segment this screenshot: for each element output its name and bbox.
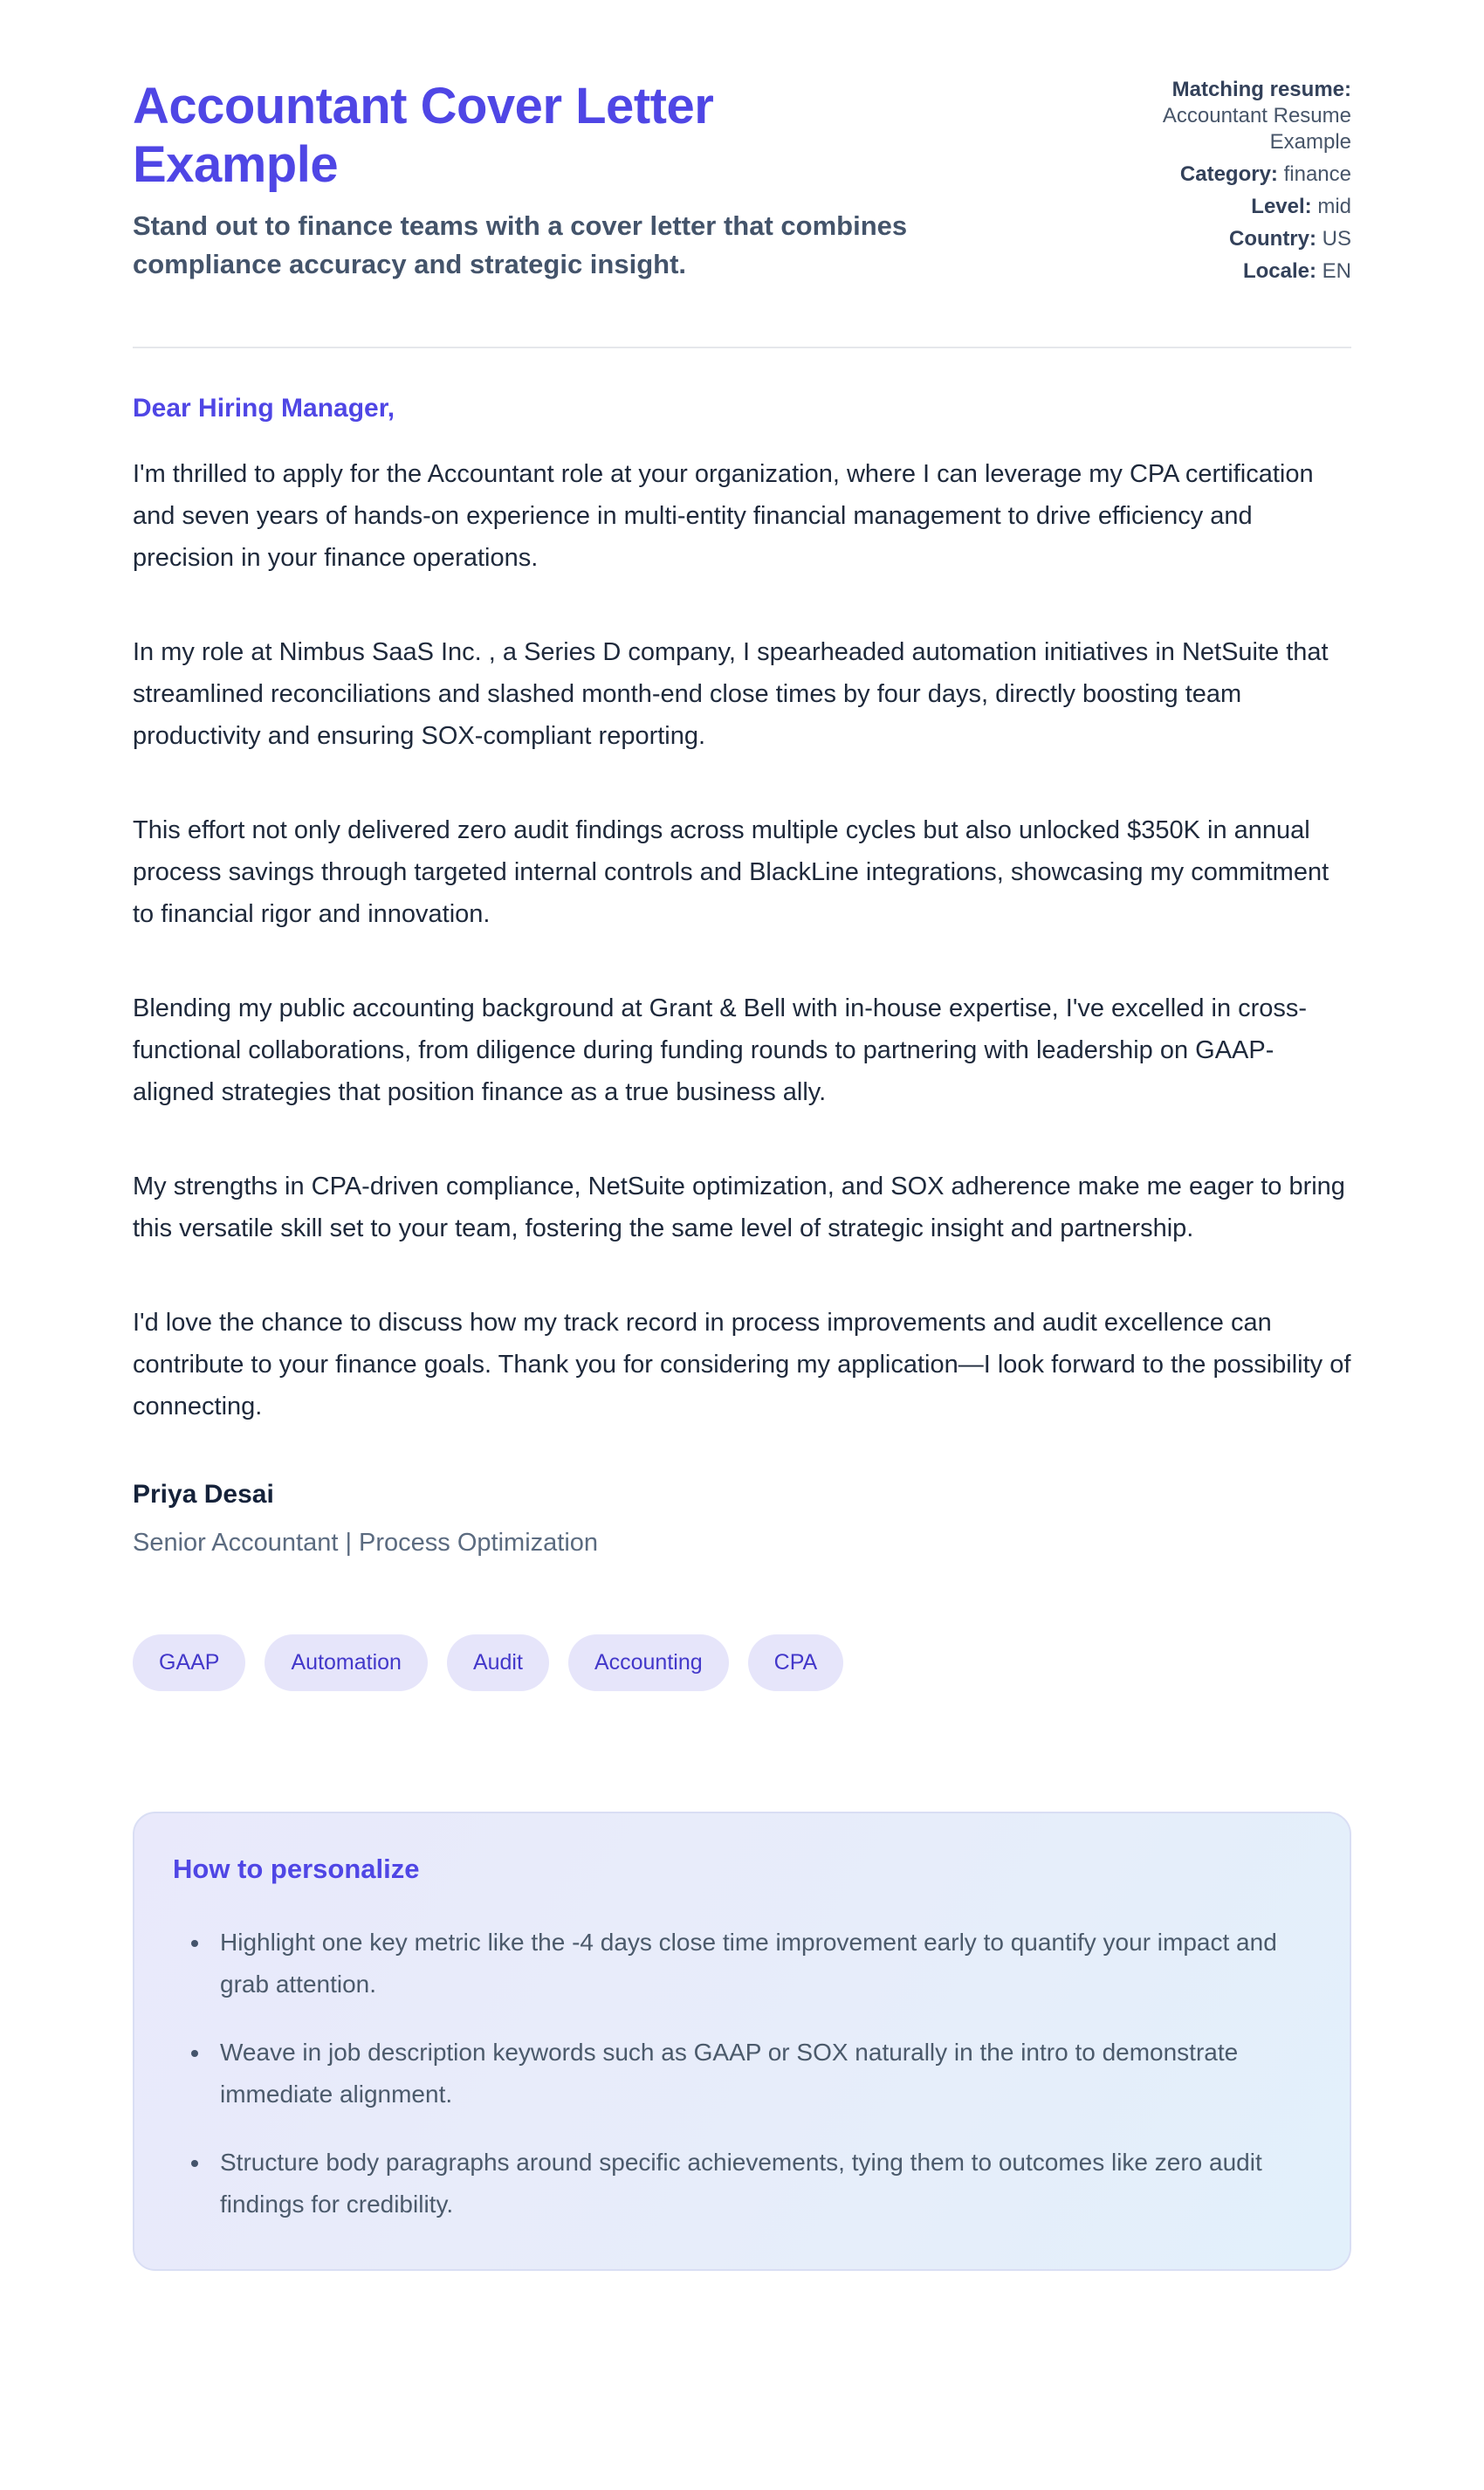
meta-field-value: US bbox=[1322, 227, 1351, 251]
meta-field-value: mid bbox=[1317, 195, 1351, 218]
header-divider bbox=[133, 347, 1351, 348]
letter-paragraph: My strengths in CPA-driven compliance, NetSuite optimization, and SOX adherence make me eager to bring this versatile skill set to your team, fostering the same level of strategic insight and partnership. bbox=[133, 1173, 1345, 1242]
letter-paragraph: This effort not only delivered zero audit findings across multiple cycles but also unlocked $350K in annual process savings through targeted internal controls and BlackLine integrations, showcasing my commitment to financial rigor and innovation. bbox=[133, 816, 1329, 928]
page-header bbox=[133, 77, 1351, 291]
signature-title: Senior Accountant | Process Optimization bbox=[133, 1529, 599, 1557]
page-subtitle: Stand out to finance teams with a cover letter that combines compliance accuracy and strategic insight. bbox=[133, 210, 908, 279]
letter-paragraph: Blending my public accounting background at Grant & Bell with in-house expertise, I've excelled in cross-functional collaborations, from diligence during funding rounds to partnering with leadership on GAAP-aligned strategies that position finance as a true business ally. bbox=[133, 994, 1308, 1106]
letter-paragraph-list bbox=[133, 453, 1351, 1427]
meta-field-value: finance bbox=[1283, 162, 1351, 186]
meta-field-label: Category: bbox=[1179, 162, 1278, 186]
callout-bullet: • Highlight one key metric like the -4 days close time improvement early to quantify your impact and grab attention. bbox=[211, 1922, 1301, 2005]
letter-paragraph: I'm thrilled to apply for the Accountant role at your organization, where I can leverage my CPA certification and seven years of hands-on experience in multi-entity financial management to drive efficiency and precision in your finance operations. bbox=[133, 460, 1314, 572]
tag-pill[interactable]: Accounting bbox=[568, 1634, 729, 1691]
tag-pill[interactable]: CPA bbox=[748, 1634, 844, 1691]
callout-bullet-list bbox=[173, 1922, 1301, 2225]
signature-name: Priya Desai bbox=[133, 1480, 274, 1509]
tag-pill[interactable]: GAAP bbox=[133, 1634, 245, 1691]
header-title-block bbox=[133, 77, 1032, 284]
matching-resume-value: Accountant Resume Example bbox=[1162, 104, 1351, 154]
resume-meta-panel bbox=[1123, 77, 1351, 291]
page-title: Accountant Cover Letter Example bbox=[133, 78, 714, 194]
letter-paragraph: I'd love the chance to discuss how my track record in process improvements and audit excellence can contribute to your finance goals. Thank you for considering my application—I look forward to the possibility of connecting. bbox=[133, 1309, 1351, 1420]
tag-pill[interactable]: Audit bbox=[447, 1634, 549, 1691]
letter-paragraph: In my role at Nimbus SaaS Inc. , a Series D company, I spearheaded automation initiatives in NetSuite that streamlined reconciliations and slashed month-end close times by four days, directly boosting team productivity and ensuring SOX-compliant reporting. bbox=[133, 638, 1329, 750]
meta-field bbox=[1123, 162, 1351, 188]
meta-field-label: Country: bbox=[1229, 227, 1316, 251]
meta-field bbox=[1123, 194, 1351, 220]
meta-field bbox=[1123, 258, 1351, 285]
tag-pill[interactable]: Automation bbox=[265, 1634, 427, 1691]
meta-field bbox=[1123, 226, 1351, 252]
callout-bullet: • Structure body paragraphs around specific achievements, tying them to outcomes like zero audit findings for credibility. bbox=[211, 2142, 1301, 2225]
meta-field-value: EN bbox=[1322, 259, 1351, 283]
meta-field-label: Level: bbox=[1251, 195, 1312, 218]
meta-field-list bbox=[1123, 162, 1351, 285]
meta-field-label: Locale: bbox=[1242, 259, 1316, 283]
salutation: Dear Hiring Manager, bbox=[133, 394, 395, 423]
signature-block bbox=[133, 1480, 1351, 1558]
callout-title: How to personalize bbox=[173, 1854, 420, 1884]
tag-list bbox=[133, 1634, 1351, 1691]
matching-resume-item bbox=[1123, 77, 1351, 155]
matching-resume-label: Matching resume: bbox=[1171, 78, 1351, 101]
callout-bullet: • Weave in job description keywords such as GAAP or SOX naturally in the intro to demonstrate immediate alignment. bbox=[211, 2032, 1301, 2115]
cover-letter-body bbox=[133, 394, 1351, 1558]
personalize-callout bbox=[133, 1812, 1351, 2271]
